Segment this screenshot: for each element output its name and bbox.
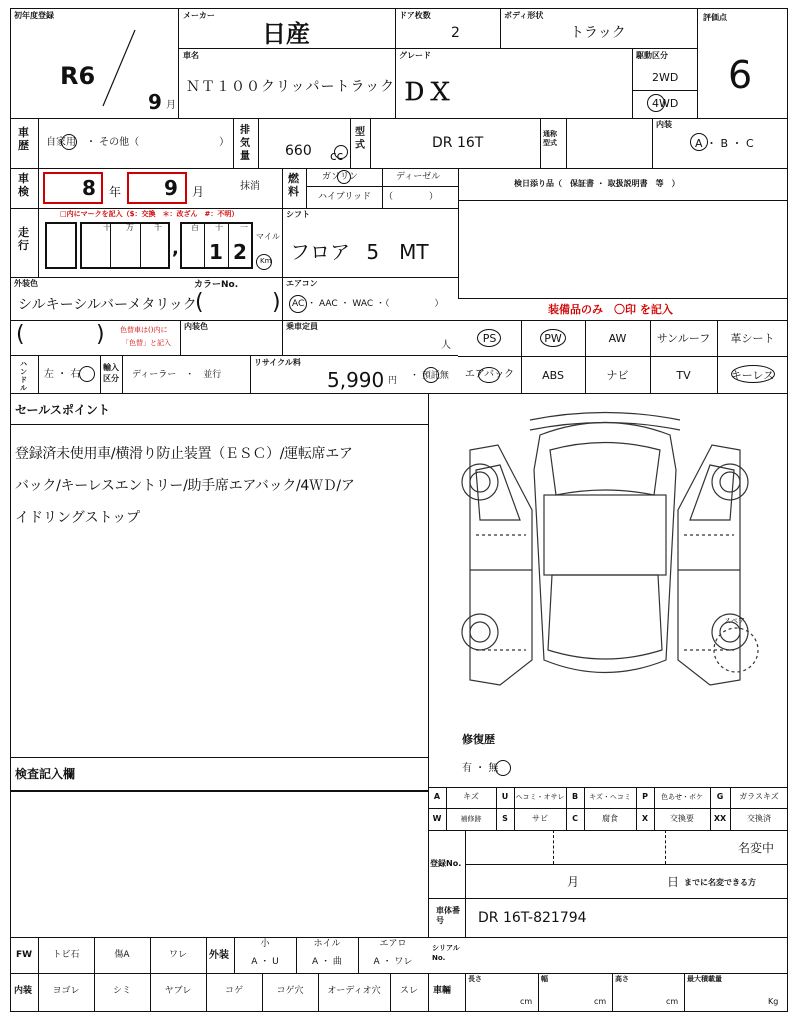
mileage-unit-4: 百 <box>191 223 199 232</box>
body-label: ボディ形状 <box>504 11 544 20</box>
handle-right-mark <box>79 366 95 382</box>
shift-label: シフト <box>286 210 310 219</box>
displacement: 660 <box>285 143 312 159</box>
cc-mark <box>334 145 348 159</box>
unit-km: Km <box>260 257 272 265</box>
unit-km-mark <box>256 254 272 270</box>
legend-a-text: キズ <box>463 792 479 801</box>
int-wear: スレ <box>399 986 418 996</box>
legend-w: W <box>432 814 442 823</box>
car-name: ＮＴ１００クリッパートラック <box>186 79 396 95</box>
wheel-label: ホイル <box>313 939 341 949</box>
int-label: 内装 <box>14 986 33 996</box>
color-no-label: カラーNo. <box>194 280 239 290</box>
car-name-label: 車名 <box>183 51 199 60</box>
car-diagram <box>440 410 770 720</box>
exterior-color: シルキーシルバーメタリック <box>18 297 197 313</box>
ac-label: エアコン <box>286 279 318 288</box>
legend-u: U <box>501 792 509 801</box>
recycle-label: リサイクル料 <box>254 358 301 367</box>
fuel-gas: ガソリン <box>322 172 359 182</box>
fuel-gas-mark <box>337 170 351 184</box>
legend-c: C <box>572 814 578 823</box>
recycle-status: ・ 預託無 <box>410 371 449 381</box>
legend-w-text: 補修跡 <box>460 815 482 823</box>
capacity-label: 乗車定員 <box>286 322 318 331</box>
dim-load-label: 最大積載量 <box>687 975 722 983</box>
chassis-value: DR 16T-821794 <box>478 910 587 926</box>
sales-label: セールスポイント <box>15 403 110 417</box>
aero: A ・ ワレ <box>373 957 413 967</box>
color-change-paren-close: ) <box>96 322 105 347</box>
recycle-fee: 5,990 <box>327 368 385 392</box>
grade: ＤＸ <box>402 78 454 106</box>
body-type: トラック <box>570 25 626 41</box>
ext-small-label: 小 <box>260 939 270 949</box>
fuel-diesel: ディーゼル <box>396 172 441 182</box>
reg-month-unit: 月 <box>567 875 580 889</box>
equip-keyless: キーレス <box>730 369 775 382</box>
equip-leather: 革シート <box>730 332 775 345</box>
exterior-label: 外装色 <box>14 279 38 288</box>
mileage-note: □内にマークを記入（$：交換 ＊：改ざん #：不明） <box>60 210 239 218</box>
history-private-mark <box>61 134 77 150</box>
wheel: A ・ 曲 <box>312 957 342 967</box>
int-burn: コゲ <box>224 986 243 996</box>
legend-b: B <box>571 792 579 801</box>
mileage-unit-3: 千 <box>154 223 162 232</box>
mileage-unit-1: 十 <box>103 223 111 232</box>
fuel-hybrid: ハイブリッド <box>318 192 372 202</box>
fw-chip: トビ石 <box>52 950 80 960</box>
mileage-unit-2: 万 <box>126 223 134 232</box>
dim-height-label: 高さ <box>615 975 629 983</box>
shaken-month-unit: 月 <box>192 185 205 199</box>
ext-small: A ・ U <box>251 957 279 967</box>
doors-label: ドア枚数 <box>399 11 431 20</box>
fw-label: FW <box>16 950 33 960</box>
recycle-status-mark <box>423 367 439 383</box>
car-outline-right <box>678 445 740 685</box>
int-tear: ヤブレ <box>164 986 192 996</box>
drive-4wd: 4WD <box>652 97 679 110</box>
fuel-other: （ ） <box>384 192 439 202</box>
legend-b-text: キズ・ヘコミ <box>589 793 631 801</box>
color-change-paren-open: ( <box>16 322 25 347</box>
model-label: 型式 <box>355 127 365 151</box>
equipment-header: 装備品のみ 〇印 を記入 <box>548 303 673 316</box>
fuel-label: 燃料 <box>288 172 299 198</box>
shaken-year-unit: 年 <box>109 185 122 199</box>
recycle-yen: 円 <box>388 376 398 386</box>
int-burn-hole: コゲ穴 <box>276 986 304 996</box>
repair-label: 修復歴 <box>462 733 495 746</box>
legend-g: G <box>716 792 724 801</box>
equip-abs: ABS <box>542 369 564 382</box>
history-value: 自家用 ・ その他（ ） <box>46 137 230 148</box>
mileage-digit-6: 2 <box>233 240 247 264</box>
mileage-mark-box <box>45 222 77 269</box>
dim-length-label: 長さ <box>468 975 482 983</box>
dim-height-unit: cm <box>666 997 679 1006</box>
color-change-note-2: 「色替」と記入 <box>122 339 171 347</box>
ext-label: 外装 <box>209 950 229 961</box>
drive-label: 駆動区分 <box>636 51 668 60</box>
reg-day-unit: 日 <box>667 875 680 889</box>
repair-value: 有 ・ 無 <box>462 763 499 774</box>
model: DR 16T <box>432 135 484 151</box>
equip-pw-mark <box>540 329 566 347</box>
inspection-label: 検査記入欄 <box>15 767 76 781</box>
equip-aw: AW <box>608 332 627 345</box>
equip-ps-mark <box>477 329 501 347</box>
int-audio-hole: オーディオ穴 <box>327 986 381 996</box>
shaken-year: 8 <box>82 176 96 200</box>
legend-p-text: 色あせ・ボケ <box>661 793 703 801</box>
color-change-note-1: 色替車は()内に <box>120 326 168 334</box>
shaken-erased: 抹消 <box>240 181 260 192</box>
interior-grade: A ・ B ・ C <box>695 137 754 150</box>
legend-a: A <box>433 792 441 801</box>
equip-keyless-mark <box>731 365 775 383</box>
equip-ps: PS <box>482 332 497 345</box>
int-stain: シミ <box>112 986 131 996</box>
fw-crack: ワレ <box>168 950 187 960</box>
history-label: 車歴 <box>18 126 29 152</box>
equip-airbag: エアバック <box>464 369 515 380</box>
reg-deadline: までに名変できる方 <box>684 878 756 887</box>
equip-pw: PW <box>544 332 562 345</box>
mileage-digit-5: 1 <box>209 240 223 264</box>
dim-load-unit: Kg <box>768 997 779 1006</box>
docs-label: 検日添り品（ 保証書 ・ 取扱説明書 等 ） <box>514 179 680 188</box>
fw-scratch: 傷A <box>114 950 130 960</box>
legend-c-text: 腐食 <box>602 814 618 823</box>
wheels <box>462 464 748 650</box>
maker: 日産 <box>262 20 310 48</box>
reg-slash <box>100 28 140 108</box>
legend-x: X <box>641 814 649 823</box>
doors: 2 <box>451 25 460 41</box>
reg-era: R6 <box>60 62 96 90</box>
mileage-comma: , <box>172 238 179 259</box>
repair-none-mark <box>495 760 511 776</box>
handle-label: ハンドル <box>20 360 27 392</box>
dim-width-unit: cm <box>594 997 607 1006</box>
legend-xx: XX <box>713 814 727 823</box>
legend-s: S <box>502 814 508 823</box>
equip-tv: TV <box>676 369 691 382</box>
handle-value: 左 ・ 右 <box>44 369 81 380</box>
ac-value: AC ・ AAC ・ WAC ・（ ） <box>292 299 444 309</box>
int-dirt: ヨゴレ <box>52 986 80 996</box>
interior-grade-mark <box>690 133 708 151</box>
color-no-paren-open: ( <box>195 290 204 315</box>
import-label: 輸入区分 <box>103 363 119 383</box>
reg-year-label: 初年度登録 <box>14 11 54 20</box>
legend-s-text: サビ <box>532 814 548 823</box>
mileage-label: 走行 <box>18 226 29 252</box>
reg-month: 9 <box>148 90 162 114</box>
dim-label: 車輛 <box>433 986 452 996</box>
import-value: ディーラー ・ 並行 <box>132 370 222 380</box>
serial-label: シリアルNo. <box>432 944 460 962</box>
drive-2wd: 2WD <box>652 71 679 84</box>
shift: フロア 5 MT <box>290 240 429 264</box>
interior-color-label: 内装色 <box>184 322 208 331</box>
legend-g-text: ガラスキズ <box>739 792 779 801</box>
legend-x-text: 交換要 <box>670 814 694 823</box>
registration-label: 登録No. <box>430 859 462 868</box>
equip-sunroof: サンルーフ <box>656 332 711 345</box>
aero-label: エアロ <box>379 939 407 949</box>
score: 6 <box>728 53 753 97</box>
name-change: 名変中 <box>738 841 775 855</box>
unit-mile: マイル <box>256 232 280 241</box>
ac-mark <box>289 295 307 313</box>
common-model-label: 通称型式 <box>543 130 557 147</box>
equip-navi: ナビ <box>606 369 629 382</box>
shaken-month: 9 <box>164 176 178 200</box>
displacement-label: 排気量 <box>240 125 250 162</box>
sales-line-1: 登録済未使用車/横滑り防止装置（ＥＳＣ）/運転席エア <box>15 446 353 462</box>
dim-length-unit: cm <box>520 997 533 1006</box>
mileage-unit-6: 一 <box>240 223 248 232</box>
legend-u-text: ヘコミ・オサレ <box>515 793 565 801</box>
interior-label: 内装 <box>656 120 672 129</box>
shaken-label: 車検 <box>18 172 29 198</box>
chassis-label: 車体番号 <box>436 906 460 925</box>
color-no-paren-close: ) <box>272 290 281 315</box>
car-outline-left <box>470 445 532 685</box>
mileage-unit-5: 十 <box>215 223 223 232</box>
equip-airbag-mark <box>478 367 500 383</box>
legend-p: P <box>642 792 648 801</box>
reg-month-unit: 月 <box>166 100 176 111</box>
shaken-month-box <box>127 172 187 204</box>
car-outline-top <box>530 413 680 673</box>
grade-label: グレード <box>399 51 431 60</box>
cc-unit: cc <box>330 149 344 163</box>
sales-line-2: バック/キーレスエントリー/助手席エアバック/4ＷＤ/ア <box>15 478 355 494</box>
legend-xx-text: 交換済 <box>747 814 771 823</box>
capacity-unit: 人 <box>441 340 451 351</box>
score-label: 評価点 <box>703 13 727 22</box>
drive-4wd-mark <box>647 94 665 112</box>
sales-line-3: イドリングストップ <box>15 510 141 526</box>
maker-label: メーカー <box>183 11 215 20</box>
spare-label: スペア <box>724 617 745 625</box>
dim-width-label: 幅 <box>541 975 548 983</box>
